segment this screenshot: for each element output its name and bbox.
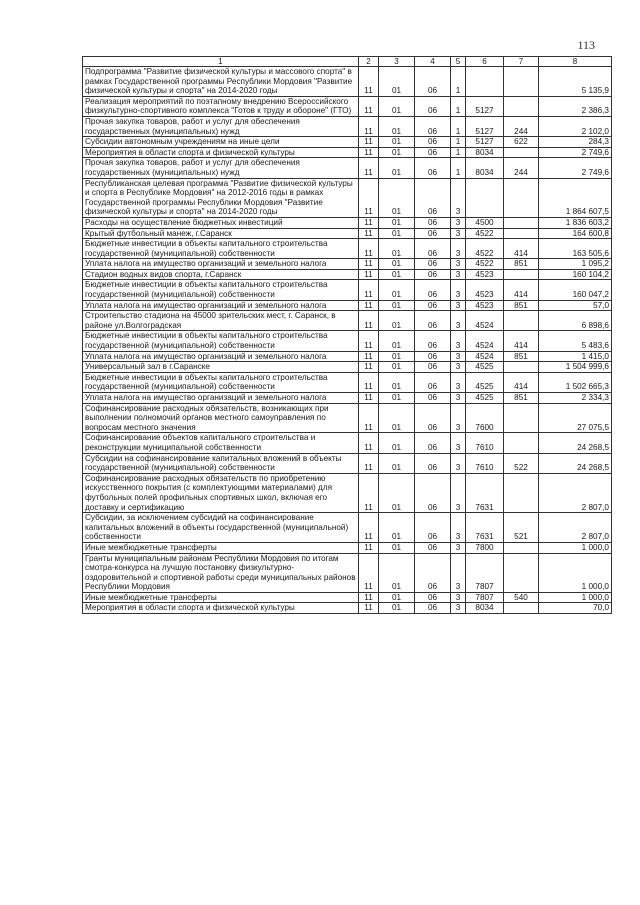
program-code-cell: 06 xyxy=(415,542,451,553)
item-name-cell: Республиканская целевая программа "Развитие физической культуры и спорта в Республике Мордовия" на 2012-2016 годы в рамках Государственной программы Республики Мордовия "Развитие физической культуры и спорта" на 2014-2020 годы xyxy=(83,178,359,217)
section-code-cell: 11 xyxy=(359,67,379,97)
subsection-code-cell: 01 xyxy=(379,553,415,592)
item-name-cell: Бюджетные инвестиции в объекты капитального строительства государственной (муниципальной) собственности xyxy=(83,239,359,259)
amount-cell: 24 268,5 xyxy=(539,453,612,473)
expense-type-code-cell: 414 xyxy=(504,372,539,392)
target-article-code-cell: 4523 xyxy=(466,300,504,311)
column-header: 3 xyxy=(379,57,415,67)
subprogram-code-cell: 3 xyxy=(451,603,466,614)
target-article-code-cell: 4524 xyxy=(466,331,504,351)
item-name-cell: Иные межбюджетные трансферты xyxy=(83,542,359,553)
budget-table xyxy=(82,56,612,614)
subprogram-code-cell: 3 xyxy=(451,239,466,259)
section-code-cell: 11 xyxy=(359,453,379,473)
section-code-cell: 11 xyxy=(359,178,379,217)
subprogram-code-cell: 1 xyxy=(451,158,466,178)
section-code-cell: 11 xyxy=(359,513,379,543)
amount-cell: 6 898,6 xyxy=(539,311,612,331)
expense-type-code-cell xyxy=(504,403,539,433)
section-code-cell: 11 xyxy=(359,259,379,270)
table-row xyxy=(83,137,612,148)
section-code-cell: 11 xyxy=(359,96,379,116)
target-article-code-cell: 4522 xyxy=(466,259,504,270)
section-code-cell: 11 xyxy=(359,158,379,178)
program-code-cell: 06 xyxy=(415,269,451,280)
program-code-cell: 06 xyxy=(415,473,451,512)
table-row xyxy=(83,433,612,453)
table-row xyxy=(83,542,612,553)
program-code-cell: 06 xyxy=(415,96,451,116)
amount-cell: 27 075,5 xyxy=(539,403,612,433)
amount-cell: 5 483,6 xyxy=(539,331,612,351)
program-code-cell: 06 xyxy=(415,228,451,239)
item-name-cell: Иные межбюджетные трансферты xyxy=(83,592,359,603)
subsection-code-cell: 01 xyxy=(379,393,415,404)
item-name-cell: Уплата налога на имущество организаций и земельного налога xyxy=(83,259,359,270)
subprogram-code-cell: 3 xyxy=(451,280,466,300)
column-header: 5 xyxy=(451,57,466,67)
table-row xyxy=(83,473,612,512)
item-name-cell: Расходы на осуществление бюджетных инвестиций xyxy=(83,217,359,228)
table-row xyxy=(83,300,612,311)
expense-type-code-cell xyxy=(504,542,539,553)
program-code-cell: 06 xyxy=(415,453,451,473)
expense-type-code-cell: 851 xyxy=(504,259,539,270)
target-article-code-cell: 5127 xyxy=(466,137,504,148)
target-article-code-cell: 7610 xyxy=(466,453,504,473)
item-name-cell: Субсидии на софинансирование капитальных вложений в объекты государственной (муниципальной) собственности xyxy=(83,453,359,473)
subprogram-code-cell: 3 xyxy=(451,433,466,453)
section-code-cell: 11 xyxy=(359,603,379,614)
target-article-code-cell: 4523 xyxy=(466,269,504,280)
subsection-code-cell: 01 xyxy=(379,217,415,228)
subsection-code-cell: 01 xyxy=(379,433,415,453)
column-header: 2 xyxy=(359,57,379,67)
subprogram-code-cell: 3 xyxy=(451,259,466,270)
program-code-cell: 06 xyxy=(415,513,451,543)
amount-cell: 1 000,0 xyxy=(539,553,612,592)
amount-cell: 1 000,0 xyxy=(539,592,612,603)
subsection-code-cell: 01 xyxy=(379,300,415,311)
page-number: 113 xyxy=(577,38,595,52)
subsection-code-cell: 01 xyxy=(379,259,415,270)
table-row xyxy=(83,331,612,351)
section-code-cell: 11 xyxy=(359,311,379,331)
program-code-cell: 06 xyxy=(415,603,451,614)
subprogram-code-cell: 1 xyxy=(451,67,466,97)
program-code-cell: 06 xyxy=(415,351,451,362)
subprogram-code-cell: 3 xyxy=(451,362,466,373)
table-row xyxy=(83,228,612,239)
expense-type-code-cell xyxy=(504,269,539,280)
subprogram-code-cell: 3 xyxy=(451,372,466,392)
subsection-code-cell: 01 xyxy=(379,116,415,136)
section-code-cell: 11 xyxy=(359,473,379,512)
expense-type-code-cell xyxy=(504,433,539,453)
target-article-code-cell: 7600 xyxy=(466,403,504,433)
amount-cell: 57,0 xyxy=(539,300,612,311)
section-code-cell: 11 xyxy=(359,147,379,158)
target-article-code-cell: 4525 xyxy=(466,362,504,373)
target-article-code-cell: 4522 xyxy=(466,239,504,259)
item-name-cell: Софинансирование объектов капитального строительства и реконструкции муниципальной собственности xyxy=(83,433,359,453)
program-code-cell: 06 xyxy=(415,217,451,228)
item-name-cell: Субсидии автономным учреждениям на иные цели xyxy=(83,137,359,148)
program-code-cell: 06 xyxy=(415,553,451,592)
expense-type-code-cell: 851 xyxy=(504,393,539,404)
target-article-code-cell xyxy=(466,67,504,97)
program-code-cell: 06 xyxy=(415,147,451,158)
subsection-code-cell: 01 xyxy=(379,137,415,148)
subprogram-code-cell: 3 xyxy=(451,178,466,217)
amount-cell: 70,0 xyxy=(539,603,612,614)
subprogram-code-cell: 3 xyxy=(451,403,466,433)
table-row xyxy=(83,116,612,136)
subprogram-code-cell: 1 xyxy=(451,137,466,148)
target-article-code-cell: 4522 xyxy=(466,228,504,239)
program-code-cell: 06 xyxy=(415,403,451,433)
subsection-code-cell: 01 xyxy=(379,351,415,362)
expense-type-code-cell xyxy=(504,473,539,512)
table-row xyxy=(83,553,612,592)
amount-cell: 1 000,0 xyxy=(539,542,612,553)
subsection-code-cell: 01 xyxy=(379,280,415,300)
expense-type-code-cell: 521 xyxy=(504,513,539,543)
program-code-cell: 06 xyxy=(415,178,451,217)
target-article-code-cell: 4525 xyxy=(466,372,504,392)
target-article-code-cell: 7610 xyxy=(466,433,504,453)
expense-type-code-cell xyxy=(504,67,539,97)
expense-type-code-cell xyxy=(504,603,539,614)
item-name-cell: Прочая закупка товаров, работ и услуг для обеспечения государственных (муниципальных) нужд xyxy=(83,116,359,136)
section-code-cell: 11 xyxy=(359,269,379,280)
subsection-code-cell: 01 xyxy=(379,592,415,603)
subprogram-code-cell: 3 xyxy=(451,351,466,362)
section-code-cell: 11 xyxy=(359,116,379,136)
subsection-code-cell: 01 xyxy=(379,158,415,178)
subsection-code-cell: 01 xyxy=(379,403,415,433)
table-row xyxy=(83,217,612,228)
section-code-cell: 11 xyxy=(359,362,379,373)
item-name-cell: Софинансирование расходных обязательств по приобретению искусственного покрытия (с комплектующими материалами) для футбольных полей профильных спортивных школ, включая его доставку и сертификацию xyxy=(83,473,359,512)
table-row xyxy=(83,269,612,280)
subsection-code-cell: 01 xyxy=(379,372,415,392)
table-row xyxy=(83,178,612,217)
subprogram-code-cell: 3 xyxy=(451,513,466,543)
item-name-cell: Строительство стадиона на 45000 зрительских мест, г. Саранск, в районе ул.Волгоградская xyxy=(83,311,359,331)
program-code-cell: 06 xyxy=(415,280,451,300)
expense-type-code-cell: 414 xyxy=(504,280,539,300)
section-code-cell: 11 xyxy=(359,280,379,300)
amount-cell: 1 502 665,3 xyxy=(539,372,612,392)
item-name-cell: Бюджетные инвестиции в объекты капитального строительства государственной (муниципальной) собственности xyxy=(83,372,359,392)
table-header-row xyxy=(83,57,612,67)
column-header: 6 xyxy=(466,57,504,67)
item-name-cell: Бюджетные инвестиции в объекты капитального строительства государственной (муниципальной) собственности xyxy=(83,331,359,351)
expense-type-code-cell xyxy=(504,178,539,217)
expense-type-code-cell xyxy=(504,228,539,239)
item-name-cell: Крытый футбольный манеж, г.Саранск xyxy=(83,228,359,239)
subprogram-code-cell: 3 xyxy=(451,393,466,404)
section-code-cell: 11 xyxy=(359,217,379,228)
amount-cell: 164 600,8 xyxy=(539,228,612,239)
expense-type-code-cell xyxy=(504,553,539,592)
section-code-cell: 11 xyxy=(359,331,379,351)
program-code-cell: 06 xyxy=(415,311,451,331)
table-row xyxy=(83,67,612,97)
section-code-cell: 11 xyxy=(359,592,379,603)
item-name-cell: Уплата налога на имущество организаций и земельного налога xyxy=(83,393,359,404)
subprogram-code-cell: 1 xyxy=(451,96,466,116)
amount-cell: 1 864 607,5 xyxy=(539,178,612,217)
expense-type-code-cell: 414 xyxy=(504,331,539,351)
target-article-code-cell: 7807 xyxy=(466,592,504,603)
section-code-cell: 11 xyxy=(359,239,379,259)
column-header: 1 xyxy=(83,57,359,67)
column-header: 7 xyxy=(504,57,539,67)
target-article-code-cell: 8034 xyxy=(466,147,504,158)
target-article-code-cell: 5127 xyxy=(466,96,504,116)
subprogram-code-cell: 3 xyxy=(451,553,466,592)
section-code-cell: 11 xyxy=(359,542,379,553)
table-row xyxy=(83,96,612,116)
target-article-code-cell: 4525 xyxy=(466,393,504,404)
subprogram-code-cell: 1 xyxy=(451,147,466,158)
subsection-code-cell: 01 xyxy=(379,96,415,116)
subsection-code-cell: 01 xyxy=(379,147,415,158)
section-code-cell: 11 xyxy=(359,372,379,392)
section-code-cell: 11 xyxy=(359,393,379,404)
amount-cell: 160 047,2 xyxy=(539,280,612,300)
subsection-code-cell: 01 xyxy=(379,331,415,351)
table-row xyxy=(83,372,612,392)
item-name-cell: Софинансирование расходных обязательств, возникающих при выполнении полномочий органов местного самоуправления по вопросам местного значения xyxy=(83,403,359,433)
section-code-cell: 11 xyxy=(359,433,379,453)
section-code-cell: 11 xyxy=(359,137,379,148)
target-article-code-cell: 8034 xyxy=(466,158,504,178)
section-code-cell: 11 xyxy=(359,228,379,239)
table-row xyxy=(83,362,612,373)
subprogram-code-cell: 3 xyxy=(451,592,466,603)
expense-type-code-cell: 851 xyxy=(504,300,539,311)
program-code-cell: 06 xyxy=(415,300,451,311)
subprogram-code-cell: 3 xyxy=(451,228,466,239)
amount-cell: 2 749,6 xyxy=(539,147,612,158)
amount-cell: 2 807,0 xyxy=(539,473,612,512)
program-code-cell: 06 xyxy=(415,393,451,404)
subprogram-code-cell: 3 xyxy=(451,269,466,280)
amount-cell: 2 102,0 xyxy=(539,116,612,136)
subsection-code-cell: 01 xyxy=(379,603,415,614)
item-name-cell: Мероприятия в области спорта и физической культуры xyxy=(83,603,359,614)
item-name-cell: Стадион водных видов спорта, г.Саранск xyxy=(83,269,359,280)
amount-cell: 163 505,6 xyxy=(539,239,612,259)
amount-cell: 1 504 999,6 xyxy=(539,362,612,373)
table-row xyxy=(83,393,612,404)
target-article-code-cell: 4524 xyxy=(466,351,504,362)
program-code-cell: 06 xyxy=(415,259,451,270)
subsection-code-cell: 01 xyxy=(379,453,415,473)
subprogram-code-cell: 3 xyxy=(451,453,466,473)
item-name-cell: Уплата налога на имущество организаций и земельного налога xyxy=(83,300,359,311)
expense-type-code-cell: 522 xyxy=(504,453,539,473)
program-code-cell: 06 xyxy=(415,331,451,351)
program-code-cell: 06 xyxy=(415,362,451,373)
section-code-cell: 11 xyxy=(359,300,379,311)
subprogram-code-cell: 3 xyxy=(451,300,466,311)
table-row xyxy=(83,603,612,614)
expense-type-code-cell: 851 xyxy=(504,351,539,362)
amount-cell: 2 749,6 xyxy=(539,158,612,178)
subprogram-code-cell: 3 xyxy=(451,542,466,553)
item-name-cell: Уплата налога на имущество организаций и земельного налога xyxy=(83,351,359,362)
table-row xyxy=(83,453,612,473)
column-header: 8 xyxy=(539,57,612,67)
item-name-cell: Гранты муниципальным районам Республики Мордовия по итогам смотра-конкурса на лучшую постановку физкультурно-оздоровительной и спортивной работы среди муниципальных районов Республики Мордовия xyxy=(83,553,359,592)
amount-cell: 5 135,9 xyxy=(539,67,612,97)
subsection-code-cell: 01 xyxy=(379,269,415,280)
program-code-cell: 06 xyxy=(415,592,451,603)
subsection-code-cell: 01 xyxy=(379,67,415,97)
subprogram-code-cell: 3 xyxy=(451,217,466,228)
subsection-code-cell: 01 xyxy=(379,228,415,239)
program-code-cell: 06 xyxy=(415,158,451,178)
table-row xyxy=(83,147,612,158)
target-article-code-cell: 4524 xyxy=(466,311,504,331)
item-name-cell: Подпрограмма "Развитие физической культуры и массового спорта" в рамках Государственной программы Республики Мордовия "Развитие физической культуры и спорта" на 2014-2020 годы xyxy=(83,67,359,97)
subprogram-code-cell: 1 xyxy=(451,116,466,136)
column-header: 4 xyxy=(415,57,451,67)
amount-cell: 1 415,0 xyxy=(539,351,612,362)
expense-type-code-cell: 540 xyxy=(504,592,539,603)
amount-cell: 24 268,5 xyxy=(539,433,612,453)
program-code-cell: 06 xyxy=(415,67,451,97)
item-name-cell: Прочая закупка товаров, работ и услуг для обеспечения государственных (муниципальных) нужд xyxy=(83,158,359,178)
table-row xyxy=(83,239,612,259)
expense-type-code-cell xyxy=(504,362,539,373)
table-row xyxy=(83,311,612,331)
target-article-code-cell xyxy=(466,178,504,217)
subsection-code-cell: 01 xyxy=(379,311,415,331)
table-row xyxy=(83,513,612,543)
subsection-code-cell: 01 xyxy=(379,362,415,373)
expense-type-code-cell: 622 xyxy=(504,137,539,148)
item-name-cell: Реализация мероприятий по поэтапному внедрению Всероссийского физкультурно-спортивного комплекса "Готов к труду и обороне" (ГТО) xyxy=(83,96,359,116)
expense-type-code-cell xyxy=(504,96,539,116)
amount-cell: 1 095,2 xyxy=(539,259,612,270)
table-row xyxy=(83,403,612,433)
amount-cell: 284,3 xyxy=(539,137,612,148)
target-article-code-cell: 8034 xyxy=(466,603,504,614)
item-name-cell: Бюджетные инвестиции в объекты капитального строительства государственной (муниципальной) собственности xyxy=(83,280,359,300)
program-code-cell: 06 xyxy=(415,239,451,259)
expense-type-code-cell: 244 xyxy=(504,116,539,136)
target-article-code-cell: 7807 xyxy=(466,553,504,592)
target-article-code-cell: 5127 xyxy=(466,116,504,136)
amount-cell: 2 386,3 xyxy=(539,96,612,116)
target-article-code-cell: 4500 xyxy=(466,217,504,228)
expense-type-code-cell: 244 xyxy=(504,158,539,178)
amount-cell: 1 836 603,2 xyxy=(539,217,612,228)
subsection-code-cell: 01 xyxy=(379,473,415,512)
program-code-cell: 06 xyxy=(415,116,451,136)
subprogram-code-cell: 3 xyxy=(451,473,466,512)
item-name-cell: Субсидии, за исключением субсидий на софинансирование капитальных вложений в объекты государственной (муниципальной) собственности xyxy=(83,513,359,543)
program-code-cell: 06 xyxy=(415,137,451,148)
subsection-code-cell: 01 xyxy=(379,513,415,543)
table-row xyxy=(83,351,612,362)
expense-type-code-cell xyxy=(504,311,539,331)
amount-cell: 2 807,0 xyxy=(539,513,612,543)
section-code-cell: 11 xyxy=(359,553,379,592)
item-name-cell: Универсальный зал в г.Саранске xyxy=(83,362,359,373)
amount-cell: 160 104,2 xyxy=(539,269,612,280)
table-row xyxy=(83,259,612,270)
item-name-cell: Мероприятия в области спорта и физической культуры xyxy=(83,147,359,158)
section-code-cell: 11 xyxy=(359,403,379,433)
target-article-code-cell: 7631 xyxy=(466,473,504,512)
expense-type-code-cell xyxy=(504,217,539,228)
program-code-cell: 06 xyxy=(415,433,451,453)
table-row xyxy=(83,280,612,300)
table-row xyxy=(83,592,612,603)
target-article-code-cell: 4523 xyxy=(466,280,504,300)
subprogram-code-cell: 3 xyxy=(451,331,466,351)
subsection-code-cell: 01 xyxy=(379,178,415,217)
table-row xyxy=(83,158,612,178)
program-code-cell: 06 xyxy=(415,372,451,392)
target-article-code-cell: 7631 xyxy=(466,513,504,543)
target-article-code-cell: 7800 xyxy=(466,542,504,553)
subsection-code-cell: 01 xyxy=(379,542,415,553)
section-code-cell: 11 xyxy=(359,351,379,362)
subsection-code-cell: 01 xyxy=(379,239,415,259)
subprogram-code-cell: 3 xyxy=(451,311,466,331)
amount-cell: 2 334,3 xyxy=(539,393,612,404)
expense-type-code-cell xyxy=(504,147,539,158)
expense-type-code-cell: 414 xyxy=(504,239,539,259)
